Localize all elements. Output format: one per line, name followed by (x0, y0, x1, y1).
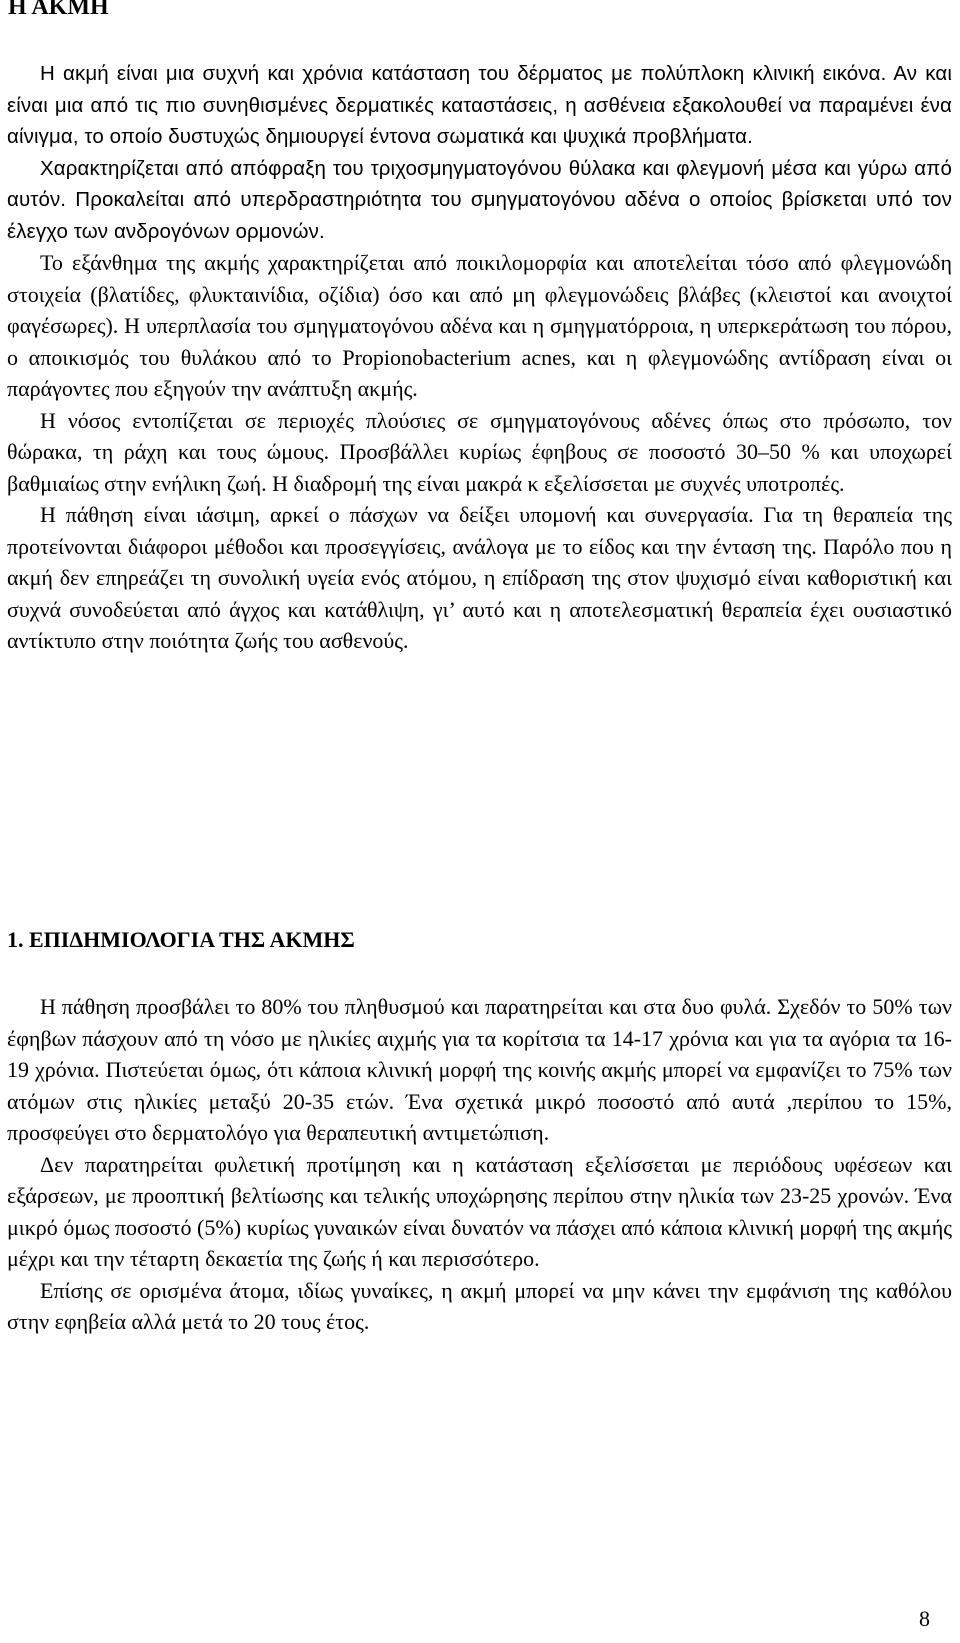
page-number: 8 (919, 1606, 930, 1631)
intro-paragraph-3: Το εξάνθημα της ακμής χαρακτηρίζεται από ποικιλομορφία και αποτελείται τόσο από φλεγμονώδη στοιχεία (βλατίδες, φλυκταινίδια, οζίδια) όσο και από μη φλεγμονώδεις βλάβες (κλειστοί και ανοιχτοί φαγέσωρες). Η υπερπλασία του σμηγματογόνου αδένα και η σμηγματόρροια, η υπερκεράτωση του πόρου, ο αποικισμός του θυλάκου από το Propionobacterium acnes, και η φλεγμονώδης αντίδραση είναι οι παράγοντες που εξηγούν την ανάπτυξη ακμής. (7, 250, 952, 401)
epidemiology-paragraph-3: Επίσης σε ορισμένα άτομα, ιδίως γυναίκες, η ακμή μπορεί να μην κάνει την εμφάνιση της καθόλου στην εφηβεία αλλά μετά το 20 τους έτος. (7, 1277, 952, 1334)
intro-paragraph-5: Η πάθηση είναι ιάσιμη, αρκεί ο πάσχων να δείξει υπομονή και συνεργασία. Για τη θεραπεία της προτείνονται διάφοροι μέθοδοι και προσεγγίσεις, ανάλογα με το είδος και την ένταση της. Παρόλο που η ακμή δεν επηρεάζει τη συνολική υγεία ενός ατόμου, η επίδραση της στον ψυχισμό είναι καθοριστική και συχνά συνοδεύεται από άγχος και κατάθλιψη, γι’ αυτό και η αποτελεσματική θεραπεία έχει ουσιαστικό αντίκτυπο στην ποιότητα ζωής του ασθενούς. (7, 502, 952, 653)
epidemiology-section (7, 991, 952, 1338)
intro-section (7, 58, 952, 657)
intro-paragraph-4: Η νόσος εντοπίζεται σε περιοχές πλούσιες σε σμηγματογόνους αδένες όπως στο πρόσωπο, τον θώρακα, τη ράχη και τους ώμους. Προσβάλλει κυρίως έφηβους σε ποσοστό 30–50 % και υποχωρεί βαθμιαίως στην ενήλικη ζωή. Η διαδρομή της είναι μακρά κ εξελίσσεται με συχνές υποτροπές. (7, 407, 952, 496)
intro-paragraph-2: Χαρακτηρίζεται από απόφραξη του τριχοσμηγματογόνου θύλακα και φλεγμονή μέσα και γύρω από αυτόν. Προκαλείται από υπερδραστηριότητα του σμηγματογόνου αδένα ο οποίος βρίσκεται υπό τον έλεγχο των ανδρογόνων ορμονών. (7, 156, 952, 243)
document-title: Η ΑΚΜΗ (8, 0, 109, 20)
epidemiology-paragraph-1: Η πάθηση προσβάλει το 80% του πληθυσμού και παρατηρείται και στα δυο φυλά. Σχεδόν το 50% των έφηβων πάσχουν από τη νόσο με ηλικίες αιχμής για τα κορίτσια τα 14-17 χρόνια και για τα αγόρια τα 16-19 χρόνια. Πιστεύεται όμως, ότι κάποια κλινική μορφή της κοινής ακμής μπορεί να εμφανίζει το 75% των ατόμων στις ηλικίες μεταξύ 20-35 ετών. Ένα σχετικά μικρό ποσοστό από αυτά ,περίπου το 15%, προσφεύγει στο δερματολόγο για θεραπευτική αντιμετώπιση. (7, 994, 952, 1145)
intro-paragraph-1: Η ακμή είναι μια συχνή και χρόνια κατάσταση του δέρματος με πολύπλοκη κλινική εικόνα. Αν και είναι μια από τις πιο συνηθισμένες δερματικές καταστάσεις, η ασθένεια εξακολουθεί να παραμένει ένα αίνιγμα, το οποίο δυστυχώς δημιουργεί έντονα σωματικά και ψυχικά προβλήματα. (7, 62, 952, 148)
epidemiology-paragraph-2: Δεν παρατηρείται φυλετική προτίμηση και η κατάσταση εξελίσσεται με περιόδους υφέσεων και εξάρσεων, με προοπτική βελτίωσης και τελικής υποχώρησης περίπου στην ηλικία των 23-25 χρονών. Ένα μικρό όμως ποσοστό (5%) κυρίως γυναικών είναι δυνατόν να πάσχει από κάποια κλινική μορφή της ακμής μέχρι και την τέταρτη δεκαετία της ζωής ή και περισσότερο. (7, 1151, 952, 1271)
epidemiology-heading: 1. ΕΠΙΔΗΜΙΟΛΟΓΙΑ ΤΗΣ ΑΚΜΗΣ (7, 927, 355, 952)
